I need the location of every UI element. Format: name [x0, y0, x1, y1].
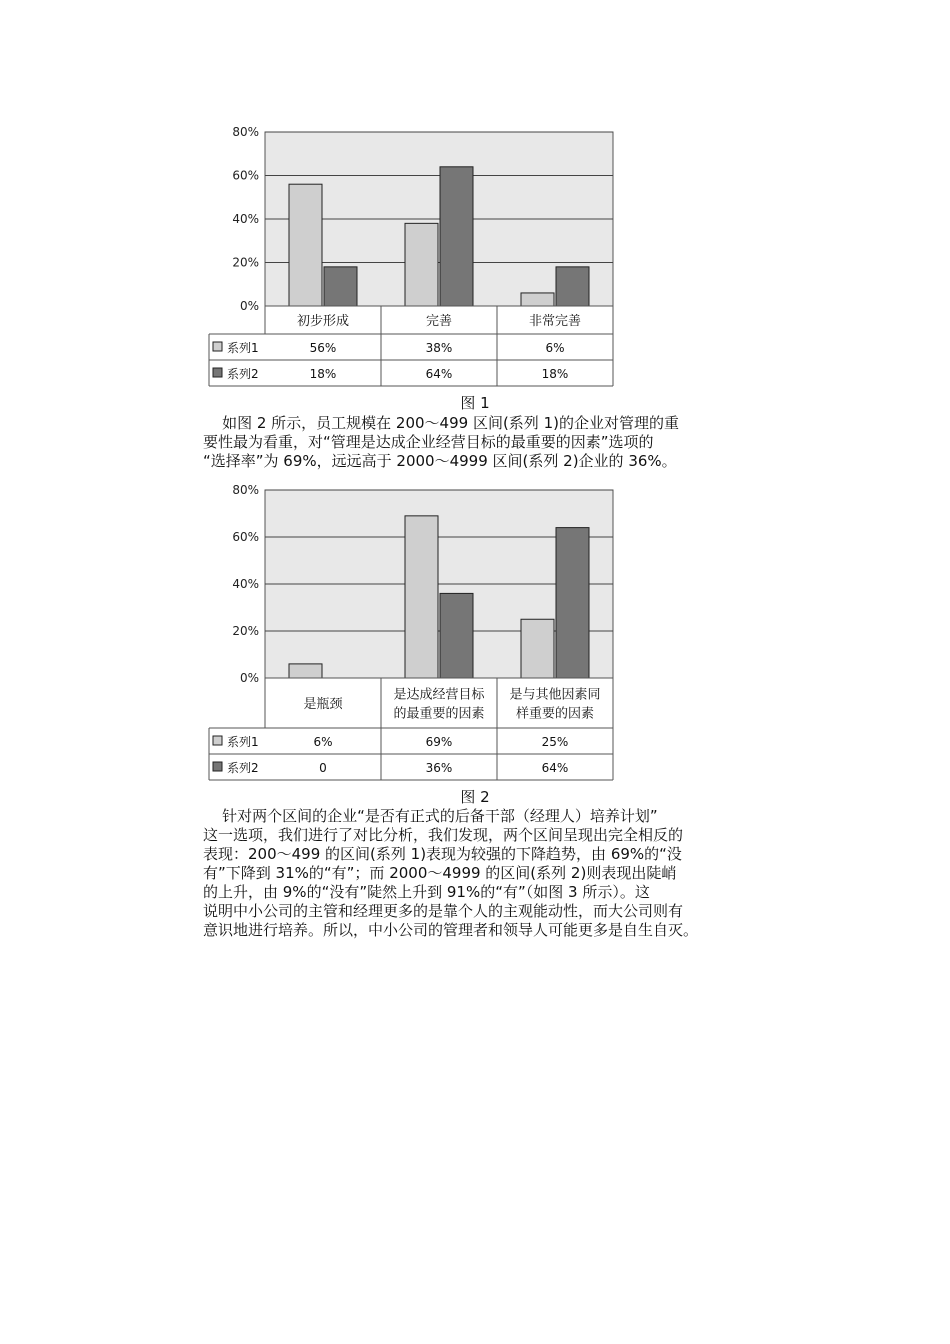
- fig1-bar-series1: [289, 184, 322, 306]
- fig2-data-label: 6%: [313, 735, 333, 749]
- paragraph-1-line: 如图 2 所示，员工规模在 200～499 区间(系列 1)的企业对管理的重: [203, 414, 679, 432]
- fig2-bar-series1: [521, 619, 554, 678]
- fig2-y-tick-label: 20%: [232, 624, 259, 638]
- fig1-legend-name: 系列2: [227, 367, 259, 381]
- figure-1-svg: [205, 122, 625, 388]
- fig1-category-label: 非常完善: [528, 314, 582, 329]
- fig1-bar-series2: [556, 267, 589, 306]
- paragraph-1: [203, 414, 748, 471]
- fig1-y-tick-label: 20%: [232, 255, 259, 270]
- fig2-y-tick-label: 0%: [239, 671, 259, 685]
- paragraph-1-line: 要性最为看重，对“管理是达成企业经营目标的最重要的因素”选项的: [203, 433, 654, 451]
- fig1-data-label: 6%: [545, 341, 565, 355]
- paragraph-2-line: 这一选项，我们进行了对比分析，我们发现，两个区间呈现出完全相反的: [203, 826, 684, 844]
- fig1-data-label: 18%: [309, 367, 337, 381]
- paragraph-1-line: “选择率”为 69%，远远高于 2000～4999 区间(系列 2)企业的 36%。: [203, 452, 677, 470]
- fig1-data-label: 56%: [309, 341, 337, 355]
- fig1-y-tick-label: 80%: [232, 125, 259, 139]
- figure-1-chart: [205, 122, 625, 388]
- figure-2-svg: [205, 480, 625, 784]
- fig1-bar-series1: [521, 293, 554, 306]
- paragraph-2-line: 意识地进行培养。所以，中小公司的管理者和领导人可能更多是自生自灭。: [203, 921, 699, 939]
- fig1-legend-swatch: [213, 368, 222, 377]
- fig1-data-label: 38%: [425, 341, 453, 355]
- fig2-category-label: 是与其他因素同: [509, 687, 601, 703]
- fig2-legend-name: 系列2: [227, 761, 259, 775]
- fig2-category-label: 的最重要的因素: [393, 706, 485, 722]
- fig2-data-label: 25%: [541, 735, 569, 749]
- fig1-data-label: 18%: [541, 367, 569, 381]
- fig1-bar-series1: [405, 223, 438, 306]
- fig2-data-label: 36%: [425, 761, 453, 775]
- fig2-bar-series1: [289, 664, 322, 678]
- fig1-bar-series2: [324, 267, 357, 306]
- paragraph-2-line: 有”下降到 31%的“有”；而 2000～4999 的区间(系列 2)则表现出陡峭: [203, 864, 677, 882]
- paragraph-2-line: 的上升，由 9%的“没有”陡然上升到 91%的“有”（如图 3 所示）。这: [203, 883, 650, 901]
- paragraph-2-line: 针对两个区间的企业“是否有正式的后备干部（经理人）培养计划”: [203, 807, 658, 825]
- fig2-legend-swatch: [213, 762, 222, 771]
- fig2-data-label: 64%: [541, 761, 569, 775]
- fig1-legend-name: 系列1: [227, 341, 259, 355]
- fig2-y-tick-label: 40%: [232, 577, 259, 591]
- fig1-data-label: 64%: [425, 367, 453, 381]
- fig2-y-tick-label: 80%: [232, 483, 259, 497]
- fig1-category-label: 完善: [425, 314, 453, 329]
- fig1-bar-series2: [440, 167, 473, 306]
- fig2-data-label: 0: [319, 761, 327, 775]
- fig1-y-tick-label: 40%: [232, 212, 259, 226]
- fig1-category-label: 初步形成: [296, 314, 350, 329]
- fig1-y-tick-label: 60%: [232, 168, 259, 183]
- fig2-legend-name: 系列1: [227, 735, 259, 749]
- figure-2-caption: 图 2: [460, 788, 490, 806]
- fig2-y-tick-label: 60%: [232, 530, 259, 544]
- fig2-bar-series2: [440, 593, 473, 678]
- fig1-legend-swatch: [213, 342, 222, 351]
- fig2-bar-series1: [405, 516, 438, 678]
- fig2-bar-series2: [556, 528, 589, 678]
- fig2-category-label: 是瓶颈: [303, 697, 343, 712]
- figure-2-chart: [205, 480, 625, 784]
- paragraph-2-line: 表现：200～499 的区间(系列 1)表现为较强的下降趋势，由 69%的“没: [203, 845, 682, 863]
- fig2-category-label: 样重要的因素: [515, 706, 595, 722]
- fig1-y-tick-label: 0%: [239, 299, 259, 313]
- paragraph-2: [203, 807, 748, 940]
- fig2-legend-swatch: [213, 736, 222, 745]
- fig2-category-label: 是达成经营目标: [393, 687, 485, 703]
- figure-1-caption: 图 1: [460, 394, 490, 412]
- fig2-data-label: 69%: [425, 735, 453, 749]
- paragraph-2-line: 说明中小公司的主管和经理更多的是靠个人的主观能动性，而大公司则有: [203, 902, 684, 920]
